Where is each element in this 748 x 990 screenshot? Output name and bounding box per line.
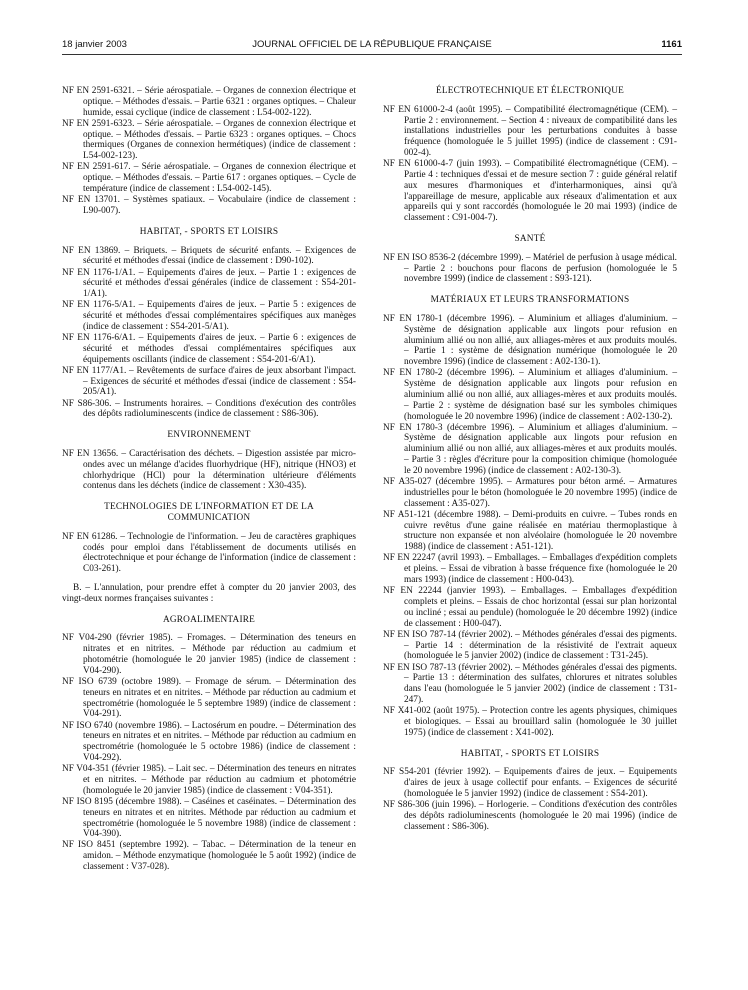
left-column bbox=[62, 86, 356, 873]
standard-entry: NF EN 61286. – Technologie de l'information. – Jeu de caractères graphiques codés pour emploi dans l'établissement de documents utilisés en électrotechnique et pour échange de l'information (indice de classement : C03-261). bbox=[62, 531, 356, 575]
section-heading: ENVIRONNEMENT bbox=[167, 430, 251, 441]
standard-entry: NF EN 22247 (avril 1993). – Emballages. – Emballages d'expédition complets et pleins. – Essai de vibration à basse fréquence fixe (homologuée le 20 mars 1993) (indice de classement : H00-043). bbox=[383, 553, 677, 586]
standard-entry: NF V04-290 (février 1985). – Fromages. – Détermination des teneurs en nitrates et en nitrites. – Méthode par réduction au cadmium et photométrie (homologuée le 20 janvier 1985) (indice de classement : V04-290). bbox=[62, 633, 356, 676]
standard-entry: NF EN 2591-6321. – Série aérospatiale. – Organes de connexion électrique et optique. – Méthodes d'essais. – Partie 6321 : organes optiques. – Chaleur humide, essai cyclique (indice de classement : L54-002-122). bbox=[62, 86, 356, 118]
standard-entry: NF A51-121 (décembre 1988). – Demi-produits en cuivre. – Tubes ronds en cuivre revêtus d'une gaine réalisée en matériau thermoplastique à structure non expansée et non alvéolaire (homologuée le 20 novembre 1988) (indice de classement : A51-121). bbox=[383, 509, 677, 553]
header-page-number: 1161 bbox=[661, 39, 682, 50]
standard-entry: NF EN 1177/A1. – Revêtements de surface d'aires de jeux absorbant l'impact. – Exigences de sécurité et méthodes d'essai (indice de classement : S54-205/A1). bbox=[62, 365, 356, 398]
standard-entry: NF EN ISO 8536-2 (décembre 1999). – Matériel de perfusion à usage médical. – Partie 2 : bouchons pour flacons de perfusion (homologuée le 5 novembre 1999) (indice de classement : S93-121). bbox=[383, 252, 677, 285]
standard-entry: NF S86-306 (juin 1996). – Horlogerie. – Conditions d'exécution des contrôles des dépôts radioluminescents (homologuée le 20 mai 1996) (indice de classement : S86-306). bbox=[383, 800, 677, 832]
standard-entry: NF EN 1176-6/A1. – Equipements d'aires de jeux. – Partie 6 : exigences de sécurité et méthodes d'essai complémentaires spécifiques aux équipements oscillants (indice de classement : S54-201-6/A1). bbox=[62, 333, 356, 365]
header-rule bbox=[62, 54, 682, 55]
section-heading: HABITAT, - SPORTS ET LOISIRS bbox=[460, 748, 600, 759]
standard-entry: NF A35-027 (décembre 1995). – Armatures pour béton armé. – Armatures industrielles pour le béton (homologuée le 20 novembre 1995) (indice de classement : A35-027). bbox=[383, 477, 677, 509]
standard-entry: NF EN 1176-1/A1. – Equipements d'aires de jeux. – Partie 1 : exigences de sécurité et méthodes d'essai générales (indice de classement : S54-201-1/A1). bbox=[62, 267, 356, 300]
right-column bbox=[383, 86, 677, 833]
section-heading: SANTÉ bbox=[514, 233, 546, 244]
page-header bbox=[62, 38, 682, 52]
header-journal-title: JOURNAL OFFICIEL DE LA RÉPUBLIQUE FRANÇAISE bbox=[252, 39, 492, 50]
standard-entry: NF ISO 8195 (décembre 1988). – Caséines et caséinates. – Détermination des teneurs en nitrates et en nitrites. Méthode par réduction au cadmium et spectrométrie (homologuée le 5 novembre 1988) (indice de classement : V04-390). bbox=[62, 796, 356, 840]
standard-entry: NF ISO 8451 (septembre 1992). – Tabac. – Détermination de la teneur en amidon. – Méthode enzymatique (homologuée le 5 août 1992) (indice de classement : V37-028). bbox=[62, 840, 356, 873]
paragraph: B. – L'annulation, pour prendre effet à compter du 20 janvier 2003, des vingt-deux normes françaises suivantes : bbox=[62, 583, 356, 604]
standard-entry: NF EN 13701. – Systèmes spatiaux. – Vocabulaire (indice de classement : L90-007). bbox=[62, 195, 356, 216]
section-heading: HABITAT, - SPORTS ET LOISIRS bbox=[139, 226, 279, 237]
standard-entry: NF EN 61000-2-4 (août 1995). – Compatibilité électromagnétique (CEM). – Partie 2 : environnement. – Section 4 : niveaux de compatibilité dans les installations industrielles pour les perturbations conduites à basse fréquence (homologuée le 5 juillet 1995) (indice de classement : C91-002-4). bbox=[383, 104, 677, 158]
standard-entry: NF EN 2591-6323. – Série aérospatiale. – Organes de connexion électrique et optique. – Méthodes d'essais. – Partie 6323 : organes optiques. – Chocs thermiques (Organes de connexion hermétiques) (indice de classement : L54-002-123). bbox=[62, 118, 356, 162]
standard-entry: NF EN 22244 (janvier 1993). – Emballages. – Emballages d'expédition complets et pleins. – Essais de choc horizontal (essai sur plan horizontal ou incliné ; essai au pendule) (homologuée le 20 décembre 1992) (indice de classement : H00-047). bbox=[383, 586, 677, 629]
standard-entry: NF EN 13656. – Caractérisation des déchets. – Digestion assistée par micro-ondes avec un mélange d'acides fluorhydrique (HF), nitrique (HNO3) et chlorhydrique (HCl) pour la détermination ultérieure d'éléments contenus dans les déchets (indice de classement : X30-435). bbox=[62, 449, 356, 492]
standard-entry: NF EN 1780-3 (décembre 1996). – Aluminium et alliages d'aluminium. – Système de désignation applicable aux lingots pour refusion en aluminium allié ou non allié, aux alliages-mères et aux produits moulés. – Partie 3 : règles d'écriture pour la composition chimique (homologuée le 20 novembre 1996) (indice de classement : A02-130-3). bbox=[383, 422, 677, 476]
standard-entry: NF EN ISO 787-13 (février 2002). – Méthodes générales d'essai des pigments. – Partie 13 : détermination des sulfates, chlorures et nitrates solubles dans l'eau (homologuée le 5 janvier 2002) (indice de classement : T31-247). bbox=[383, 662, 677, 705]
standard-entry: NF EN 61000-4-7 (juin 1993). – Compatibilité électromagnétique (CEM). – Partie 4 : techniques d'essai et de mesure section 7 : guide général relatif aux mesures d'harmoniques et d'interharmoniques, ainsi qu'à l'appareillage de mesure, applicable aux réseaux d'alimentation et aux appareils qui y sont raccordés (homologuée le 20 mai 1993) (indice de classement : C91-004-7). bbox=[383, 159, 677, 224]
standard-entry: NF EN 13869. – Briquets. – Briquets de sécurité enfants. – Exigences de sécurité et méthodes d'essai (indice de classement : D90-102). bbox=[62, 245, 356, 267]
standard-entry: NF ISO 6739 (octobre 1989). – Fromage de sérum. – Détermination des teneurs en nitrates et en nitrites. – Méthode par réduction au cadmium et spectrométrie (homologuée le 5 septembre 1989) (indice de classement : V04-291). bbox=[62, 676, 356, 720]
header-date: 18 janvier 2003 bbox=[62, 39, 127, 50]
section-heading: ÉLECTROTECHNIQUE ET ÉLECTRONIQUE bbox=[435, 86, 624, 96]
standard-entry: NF X41-002 (août 1975). – Protection contre les agents physiques, chimiques et biologiques. – Essai au brouillard salin (homologuée le 30 juillet 1975) (indice de classement : X41-002). bbox=[383, 706, 677, 738]
standard-entry: NF EN 1780-2 (décembre 1996). – Aluminium et alliages d'aluminium. – Système de désignation applicable aux lingots pour refusion en aluminium allié ou non allié, aux alliages-mères et aux produits moulés. – Partie 2 : système de désignation basé sur les symboles chimiques (homologuée le 20 novembre 1996) (indice de classement : A02-130-2). bbox=[383, 368, 677, 422]
standard-entry: NF EN ISO 787-14 (février 2002). – Méthodes générales d'essai des pigments. – Partie 14 : détermination de la résistivité de l'extrait aqueux (homologuée le 5 janvier 2002) (indice de classement : T31-245). bbox=[383, 629, 677, 662]
section-heading: MATÉRIAUX ET LEURS TRANSFORMATIONS bbox=[430, 295, 630, 306]
standard-entry: NF EN 1780-1 (décembre 1996). – Aluminium et alliages d'aluminium. – Système de désignation applicable aux lingots pour refusion en aluminium allié ou non allié, aux alliages-mères et aux produits moulés. – Partie 1 : système de désignation numérique (homologuée le 20 novembre 1996) (indice de classement : A02-130-1). bbox=[383, 313, 677, 368]
standard-entry: NF S54-201 (février 1992). – Equipements d'aires de jeux. – Equipements d'aires de jeux à usage collectif pour enfants. – Exigences de sécurité (homologuée le 5 janvier 1992) (indice de classement : S54-201). bbox=[383, 767, 677, 799]
standard-entry: NF S86-306. – Instruments horaires. – Conditions d'exécution des contrôles des dépôts radioluminescents (indice de classement : S86-306). bbox=[62, 398, 356, 420]
section-heading: AGROALIMENTAIRE bbox=[162, 614, 256, 625]
standard-entry: NF EN 2591-617. – Série aérospatiale. – Organes de connexion électrique et optique. – Méthodes d'essais. – Partie 617 : organes optiques. – Cycle de température (indice de classement : L54-002-145). bbox=[62, 162, 356, 194]
standard-entry: NF ISO 6740 (novembre 1986). – Lactosérum en poudre. – Détermination des teneurs en nitrates et en nitrites. – Méthode par réduction au cadmium en spectrométrie (homologuée le 5 octobre 1986) (indice de classement : V04-292). bbox=[62, 720, 356, 763]
standard-entry: NF V04-351 (février 1985). – Lait sec. – Détermination des teneurs en nitrates et en nitrites. – Méthode par réduction au cadmium et photométrie (homologuée le 20 janvier 1985) (indice de classement : V04-351). bbox=[62, 764, 356, 796]
standard-entry: NF EN 1176-5/A1. – Equipements d'aires de jeux. – Partie 5 : exigences de sécurité et méthodes d'essai complémentaires spécifiques aux manèges (indice de classement : S54-201-5/A1). bbox=[62, 300, 356, 332]
section-heading: TECHNOLOGIES DE L'INFORMATION ET DE LA COMMUNICATION bbox=[104, 502, 314, 524]
